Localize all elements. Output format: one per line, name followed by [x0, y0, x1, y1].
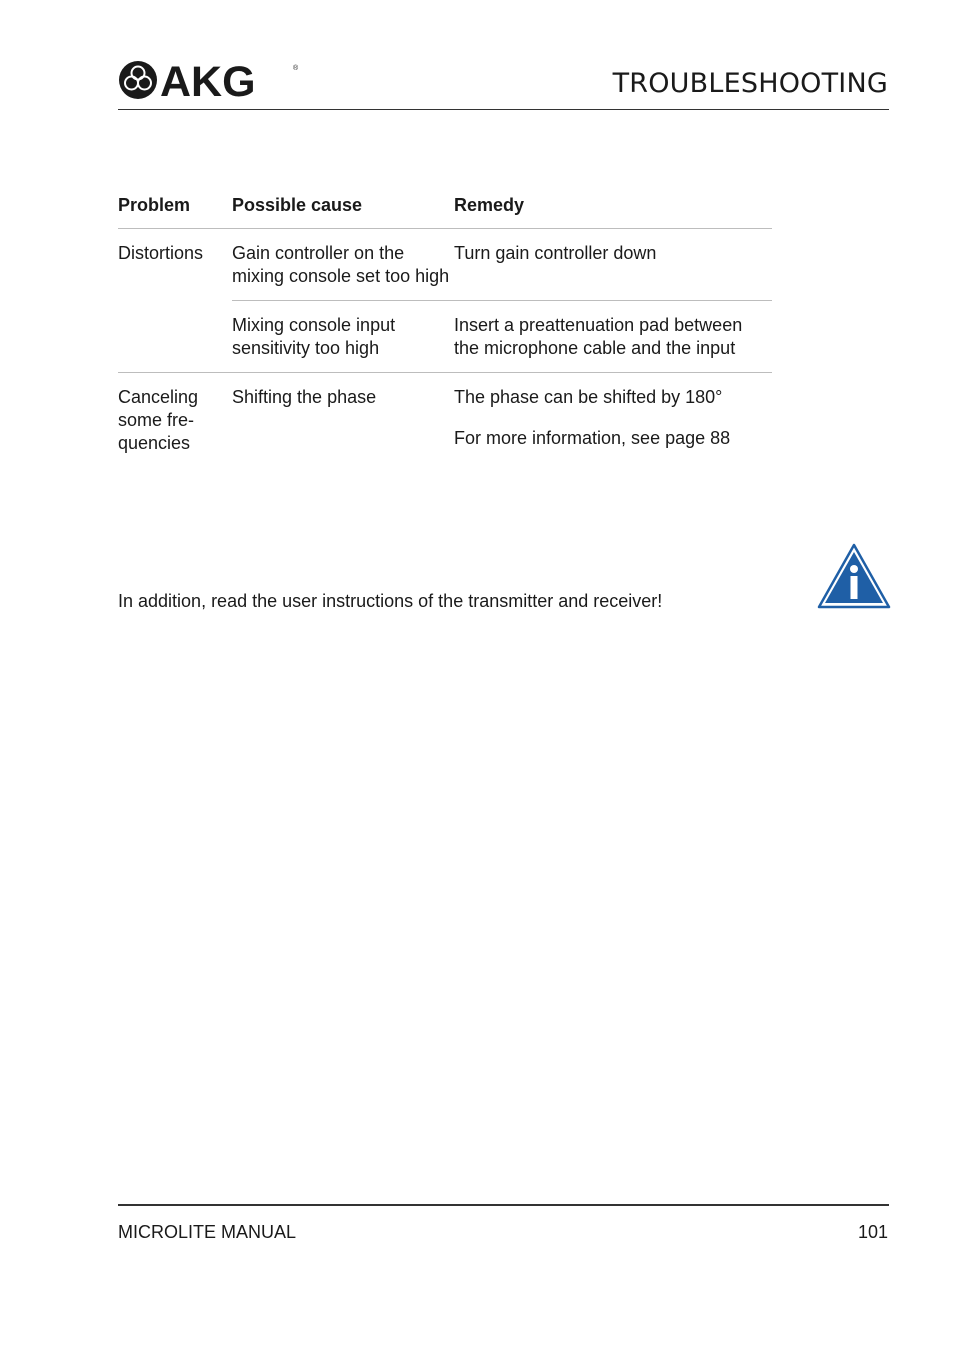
- akg-logo: [118, 58, 300, 102]
- table-group-canceling: [118, 373, 772, 462]
- remedy-cell: [454, 386, 772, 450]
- remedy-cell: Insert a preattenuation pad between the microphone cable and the input: [454, 315, 743, 358]
- troubleshooting-table: [118, 190, 772, 462]
- cause-cell: Mixing console input sensitivity too high: [232, 315, 396, 358]
- svg-text:®: ®: [293, 65, 299, 72]
- column-header-problem: Problem: [118, 195, 191, 215]
- manual-name: MICROLITE MANUAL: [118, 1222, 297, 1242]
- remedy-paragraph: For more information, see page 88: [454, 428, 731, 448]
- cause-cell: Shifting the phase: [232, 387, 377, 407]
- table-row: [232, 229, 772, 301]
- section-title: TROUBLESHOOTING: [612, 68, 888, 99]
- table-group-distortions: [118, 229, 772, 373]
- table-header-row: [118, 190, 772, 229]
- column-header-remedy: Remedy: [454, 195, 525, 215]
- table-row: [232, 301, 772, 372]
- info-icon: [817, 543, 891, 609]
- footer-rule: [118, 1204, 889, 1206]
- page-number: 101: [857, 1222, 888, 1242]
- remedy-cell: Turn gain controller down: [454, 243, 657, 263]
- problem-cell: Distortions: [118, 243, 204, 263]
- problem-cell: Canceling some fre- quencies: [118, 387, 199, 453]
- note-text: In addition, read the user instructions of the transmitter and receiver!: [118, 591, 663, 611]
- cause-cell: Gain controller on the mixing console set too high: [232, 243, 450, 286]
- remedy-paragraph: The phase can be shifted by 180°: [454, 387, 723, 407]
- header-rule: [118, 109, 889, 110]
- column-header-cause: Possible cause: [232, 195, 363, 215]
- table-row: [232, 373, 772, 462]
- akg-logo-text: AKG: [160, 58, 256, 102]
